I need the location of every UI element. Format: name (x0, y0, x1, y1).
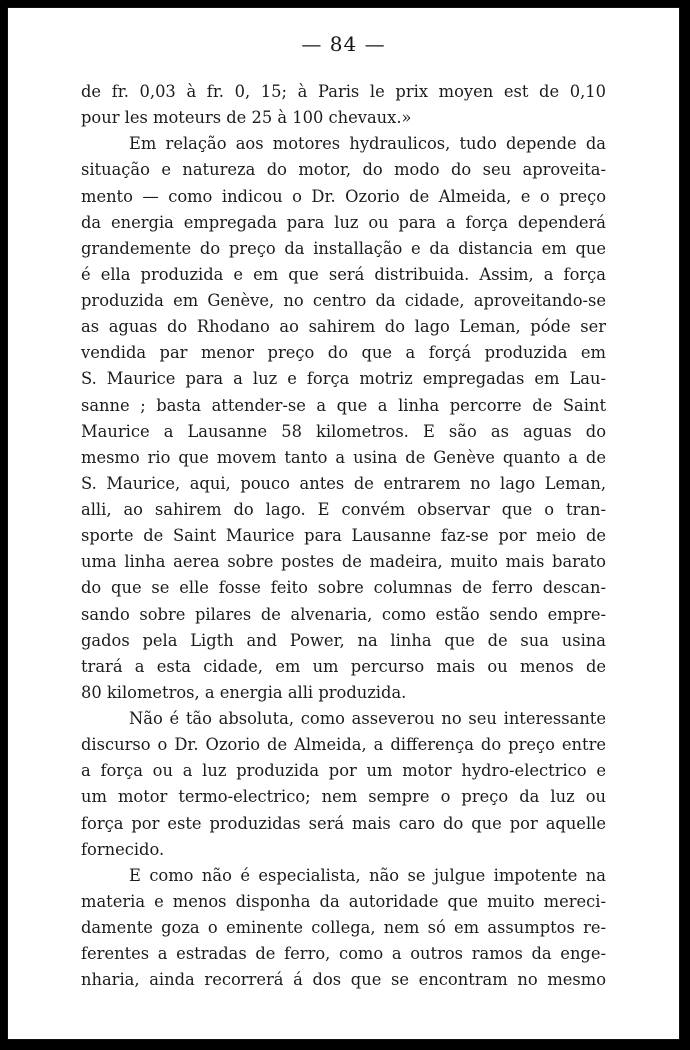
text-line: 80 kilometros, a energia alli produzida. (81, 682, 407, 702)
text-line: Maurice a Lausanne 58 kilometros. E são as aguas do (81, 421, 606, 441)
text-line: mento — como indicou o Dr. Ozorio de Almeida, e o preço (81, 186, 606, 206)
text-line: as aguas do Rhodano ao sahirem do lago Leman, póde ser (81, 317, 606, 337)
text-line: do que se elle fosse feito sobre columnas de ferro descan- (81, 578, 606, 598)
text-line: sanne ; basta attender-se a que a linha percorre de Saint (81, 395, 606, 415)
text-line: grandemente do preço da installação e da distancia em que (81, 238, 606, 258)
text-line: de fr. 0,03 à fr. 0, 15; à Paris le prix moyen est de 0,10 (81, 82, 606, 101)
text-line: Em relação aos motores hydraulicos, tudo depende da (129, 134, 606, 154)
text-line: damente goza o eminente collega, nem só em assumptos re- (81, 918, 606, 937)
body-text (81, 79, 606, 993)
text-line: vendida par menor preço do que a forçá produzida em (81, 343, 606, 363)
text-line: S. Maurice, aqui, pouco antes de entrarem no lago Leman, (81, 473, 606, 493)
text-line: discurso o Dr. Ozorio de Almeida, a differença do preço entre (81, 735, 606, 755)
text-line: a força ou a luz produzida por um motor hydro-electrico e (81, 761, 606, 781)
text-line: fornecido. (81, 839, 165, 859)
text-line: situação e natureza do motor, do modo do seu aproveita- (81, 160, 606, 180)
text-line: produzida em Genève, no centro da cidade, aproveitando-se (81, 291, 606, 310)
text-line: da energia empregada para luz ou para a força dependerá (81, 212, 606, 232)
text-line: ferentes a estradas de ferro, como a outros ramos da enge- (81, 944, 606, 964)
text-line: sporte de Saint Maurice para Lausanne faz-se por meio de (81, 526, 606, 546)
text-line: um motor termo-electrico; nem sempre o preço da luz ou (81, 787, 606, 807)
text-line: trará a esta cidade, em um percurso mais ou menos de (81, 656, 606, 676)
book-page (7, 7, 680, 1040)
text-line: nharia, ainda recorrerá á dos que se encontram no mesmo (81, 970, 606, 990)
text-line: materia e menos disponha da autoridade que muito mereci- (81, 891, 606, 911)
text-line: uma linha aerea sobre postes de madeira, muito mais barato (81, 552, 606, 572)
text-line: gados pela Ligth and Power, na linha que de sua usina (81, 630, 606, 650)
page-number: — 84 — (301, 32, 386, 56)
text-line: é ella produzida e em que será distribuida. Assim, a força (81, 264, 606, 284)
text-line: sando sobre pilares de alvenaria, como estão sendo empre- (81, 604, 606, 624)
text-line: pour les moteurs de 25 à 100 chevaux.» (81, 108, 412, 128)
text-line: S. Maurice para a luz e força motriz empregadas em Lau- (81, 369, 606, 389)
text-line: E como não é especialista, não se julgue impotente na (129, 865, 606, 885)
text-line: Não é tão absoluta, como asseverou no seu interessante (129, 709, 606, 728)
text-line: alli, ao sahirem do lago. E convém observar que o tran- (81, 500, 606, 519)
text-line: mesmo rio que movem tanto a usina de Genève quanto a de (81, 447, 606, 467)
text-line: força por este produzidas será mais caro do que por aquelle (81, 813, 606, 833)
